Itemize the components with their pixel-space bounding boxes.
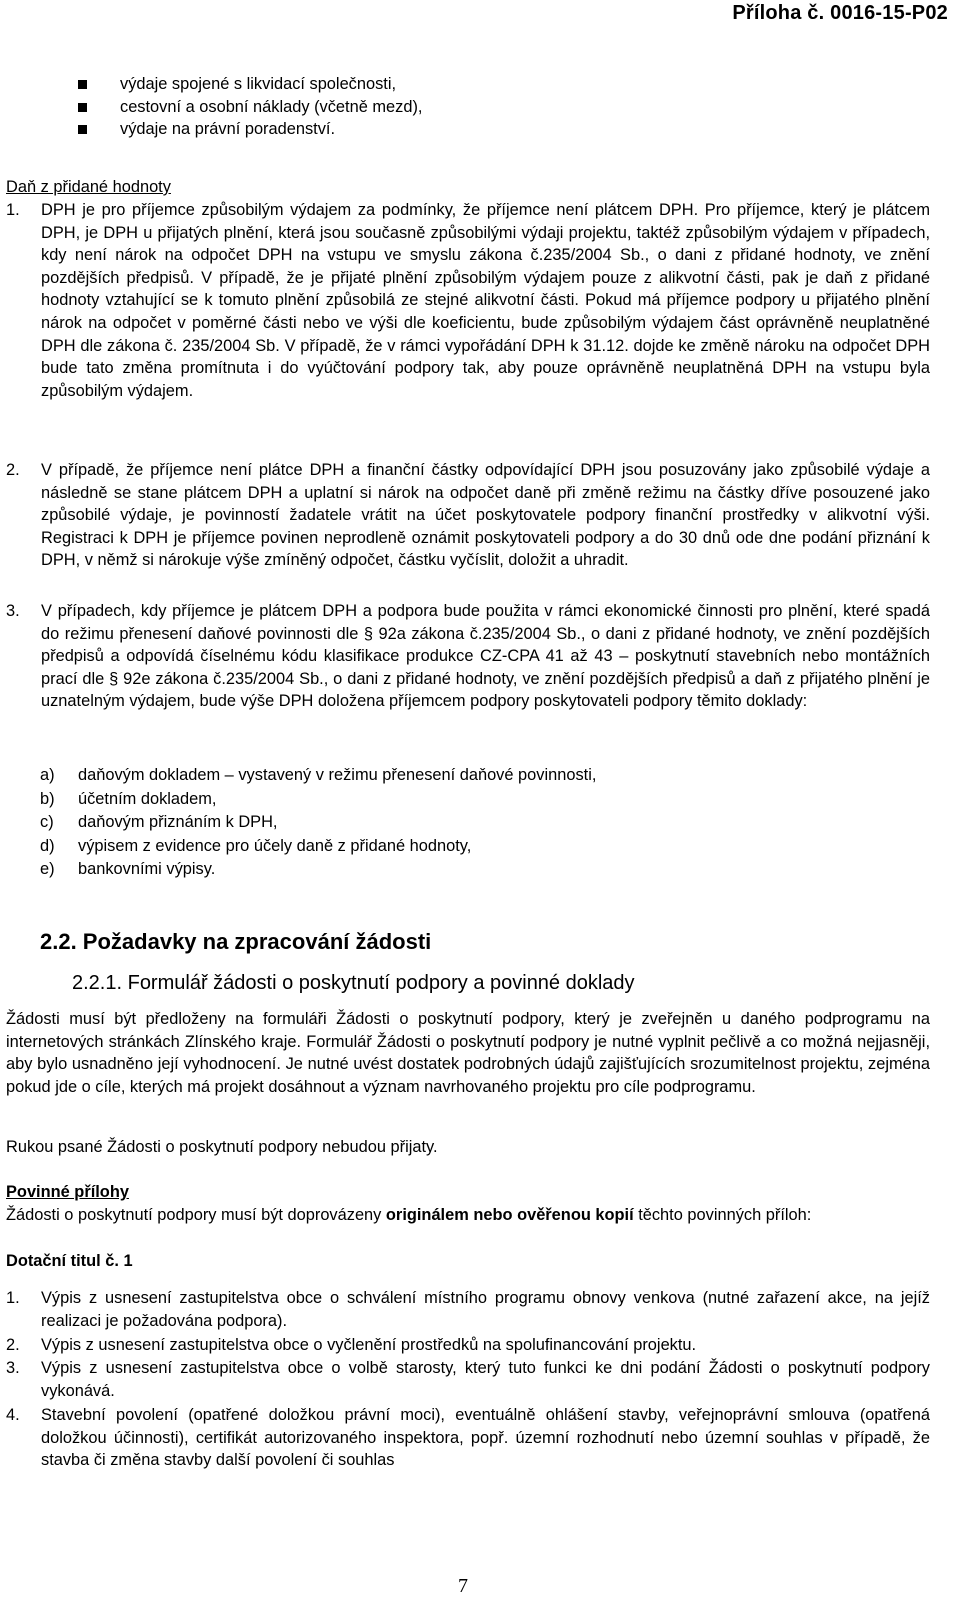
attachment-item-3 xyxy=(6,1357,930,1402)
item-text: Výpis z usnesení zastupitelstva obce o vyčlenění prostředků na spolufinancování projektu. xyxy=(41,1336,697,1354)
grant-title: Dotační titul č. 1 xyxy=(6,1252,133,1270)
item-number: 2. xyxy=(6,1336,20,1354)
list-item: c) daňovým přiznáním k DPH, xyxy=(40,813,278,832)
vat-item-1 xyxy=(6,199,930,402)
attachment-item-2 xyxy=(6,1334,930,1357)
item-text: V případech, kdy příjemce je plátcem DPH a podpora bude použita v rámci ekonomické činnosti pro plnění, které spadá do režimu přenesení daňové povinnosti dle § 92a zákona č.235/2004 Sb., o dani z přidané hodnoty, ve znění pozdějších předpisů a odpovídá číselnému kódu klasifikace produkce CZ-CPA 41 až 43 – poskytnutí stavebních nebo montážních prací dle § 92e zákona č.235/2004 Sb., o dani z přidané hodnoty, ve znění pozdějších předpisů a daň z přijatého plnění je uznatelným výdajem, bude výše DPH doložena příjemcem podpory poskytovateli podpory těmito doklady: xyxy=(41,602,930,711)
item-number: 3. xyxy=(6,602,20,620)
section-heading: 2.2. Požadavky na zpracování žádosti xyxy=(40,929,432,954)
item-number: 4. xyxy=(6,1406,20,1424)
item-text: Stavební povolení (opatřené doložkou právní moci), eventuálně ohlášení stavby, veřejnoprávní smlouva (opatřená doložkou účinnosti), certifikát autorizovaného inspektora, popř. územní rozhodnutí nebo územní souhlas v případě, že stavba či změna stavby další povolení či souhlas xyxy=(41,1406,930,1470)
vat-section-title: Daň z přidané hodnoty xyxy=(6,178,171,196)
list-item: d) výpisem z evidence pro účely daně z přidané hodnoty, xyxy=(40,836,472,855)
attachment-item-1 xyxy=(6,1287,930,1332)
list-item: výdaje spojené s likvidací společnosti, xyxy=(120,73,920,96)
vat-item-3 xyxy=(6,600,930,713)
square-bullet-icon xyxy=(78,103,87,112)
page-number: 7 xyxy=(458,1575,468,1597)
item-number: 1. xyxy=(6,201,20,219)
list-item: a) daňovým dokladem – vystavený v režimu přenesení daňové povinnosti, xyxy=(40,766,597,784)
item-number: 3. xyxy=(6,1359,20,1377)
attachments-intro: Žádosti o poskytnutí podpory musí být doprovázeny originálem nebo ověřenou kopií těchto povinných příloh: xyxy=(6,1206,812,1224)
list-item: b) účetním dokladem, xyxy=(40,789,217,808)
square-bullet-icon xyxy=(78,80,87,89)
list-item: výdaje na právní poradenství. xyxy=(120,118,920,141)
item-number: 2. xyxy=(6,461,20,479)
list-item: e) bankovními výpisy. xyxy=(40,860,216,879)
item-text: Výpis z usnesení zastupitelstva obce o volbě starosty, který tuto funkci ke dni podání Žádosti o poskytnutí podpory vykonává. xyxy=(41,1359,930,1400)
doc-type-list xyxy=(40,764,920,881)
attachment-item-4 xyxy=(6,1404,930,1472)
attachments-title: Povinné přílohy xyxy=(6,1183,129,1201)
square-bullet-icon xyxy=(78,125,87,134)
item-text: DPH je pro příjemce způsobilým výdajem za podmínky, že příjemce není plátcem DPH. Pro příjemce, který je plátcem DPH, je DPH u přijatých plnění, která jsou současně způsobilými výdaji projektu, taktéž způsobilým výdajem v případech, kdy není nárok na odpočet DPH na vstupu ve smyslu zákona č.235/2004 Sb., o dani z přidané hodnoty, ve znění pozdějších předpisů. V případě, že je přijaté plnění způsobilým výdajem pouze z alikvotní části, pak je daň z přidané hodnoty vztahující se k tomuto plnění způsobilá ze stejné alikvotní části. Pokud má příjemce podpory u přijatého plnění nárok na odpočet v poměrné části nebo ve výši dle koeficientu, bude způsobilým výdajem část oprávněně neuplatněné DPH dle zákona č. 235/2004 Sb. V případě, že v rámci vypořádání DPH k 31.12. dojde ke změně nároku na odpočet DPH bude tato změna promítnuta i do vyúčtování podpory tak, aby pouze oprávněně neuplatněná DPH na vstupu byla způsobilým výdajem. xyxy=(41,201,930,400)
list-item: cestovní a osobní náklady (včetně mezd), xyxy=(120,96,920,119)
expense-bullet-list xyxy=(120,73,920,141)
item-text: Výpis z usnesení zastupitelstva obce o schválení místního programu obnovy venkova (nutné zařazení akce, na jejíž realizaci je požadována podpora). xyxy=(41,1289,930,1330)
item-number: 1. xyxy=(6,1289,20,1307)
form-requirements-paragraph: Žádosti musí být předloženy na formuláři Žádosti o poskytnutí podpory, který je zveřejněn u daného podprogramu na internetových stránkách Zlínského kraje. Formulář Žádosti o poskytnutí podpory je nutné vyplnit pečlivě a co možná nejjasněji, aby bylo usnadněno její vyhodnocení. Je nutné uvést dostatek podrobných údajů zajišťujících srozumitelnost projektu, zejména pokud jde o cíle, kterých má projekt dosáhnout a význam navrhovaného projektu pro cíle podprogramu. xyxy=(6,1010,930,1096)
subsection-heading: 2.2.1. Formulář žádosti o poskytnutí podpory a povinné doklady xyxy=(72,972,635,994)
item-text: V případě, že příjemce není plátce DPH a finanční částky odpovídající DPH jsou posuzovány jako způsobilé výdaje a následně se stane plátcem DPH a uplatní si nárok na odpočet daně při změně režimu na částky dříve posouzené jako způsobilé výdaje, je povinností žadatele vrátit na účet poskytovatele podpory finanční prostředky v alikvotní výši. Registraci k DPH je příjemce povinen neprodleně oznámit poskytovateli podpory a do 30 dnů ode dne podání přiznání k DPH, v němž si nárokuje výše zmíněný odpočet, částku vyčíslit, doložit a uhradit. xyxy=(41,461,930,570)
handwritten-note: Rukou psané Žádosti o poskytnutí podpory nebudou přijaty. xyxy=(6,1138,438,1156)
attachment-id: Příloha č. 0016-15-P02 xyxy=(732,2,948,24)
vat-item-2 xyxy=(6,459,930,572)
